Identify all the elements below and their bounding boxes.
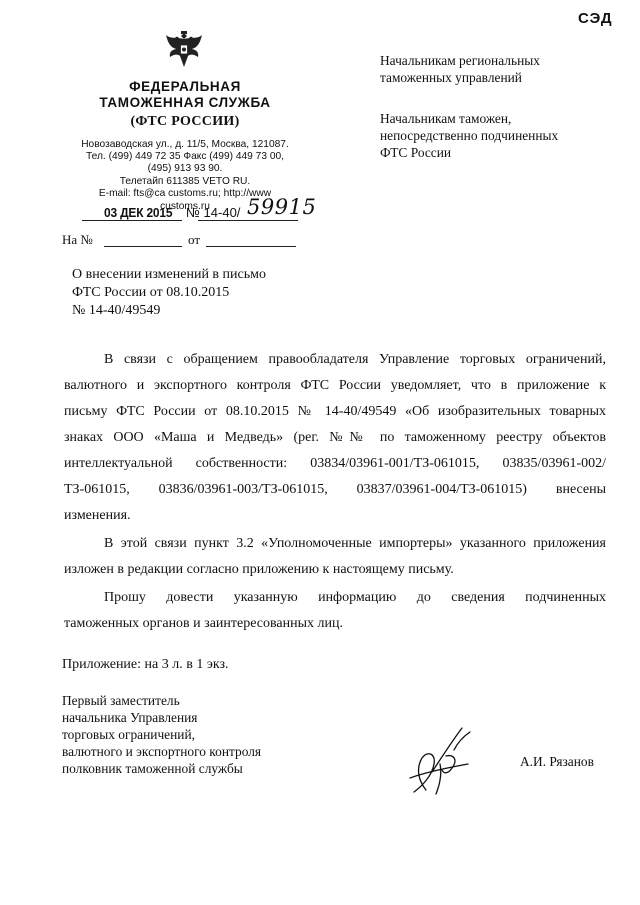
subject-line: ФТС России от 08.10.2015 [72,285,230,300]
subject-line: О внесении изменений в письмо [72,267,266,282]
agency-name-line2: ТАМОЖЕННАЯ СЛУЖБА [99,95,271,110]
addressee-line: Начальникам таможен, [380,111,512,126]
body-line: изложен в редакции согласно приложению к настоящему письму. [64,562,454,577]
reference-number-label: На № [62,232,93,247]
subject-line: № 14-40/49549 [72,303,161,318]
attachment-note: Приложение: на 3 л. в 1 экз. [62,657,229,672]
signatory-title-line: валютного и экспортного контроля [62,744,262,759]
coat-of-arms-icon [162,27,206,71]
body-line: письму ФТС России от 08.10.2015 № 14-40/49549 «Об изобразительных товарных [64,404,606,419]
date-underline [82,220,182,221]
reference-date-line [206,246,296,247]
registration-date-stamp: 03 ДЕК 2015 [104,205,173,220]
body-line: В связи с обращением правообладателя Управление торговых ограничений, [104,352,606,367]
signatory-title-line: начальника Управления [62,710,198,725]
contact-phone-fax: Тел. (499) 449 72 35 Факс (499) 449 73 00, [85,151,285,162]
addressee-line: непосредственно подчиненных [380,128,559,143]
document-system-mark: СЭД [578,10,613,27]
contact-teletype: Телетайп 611385 VETO RU. [119,176,251,187]
body-line: В этой связи пункт 3.2 «Уполномоченные импортеры» указанного приложения [104,536,606,551]
signatory-title-line: Первый заместитель [62,693,180,708]
agency-abbrev: (ФТС РОССИИ) [130,114,240,129]
signatory-title-line: полковник таможенной службы [62,761,243,776]
contact-address: Новозаводская ул., д. 11/5, Москва, 121087. [81,139,289,150]
signatory-title-line: торговых ограничений, [62,727,195,742]
agency-name-line1: ФЕДЕРАЛЬНАЯ [129,79,241,94]
body-line: валютного и экспортного контроля ФТС России уведомляет, что в приложение к [64,378,606,393]
addressee-line: Начальникам региональных [380,53,540,68]
body-line: Прошу довести указанную информацию до сведения подчиненных [104,590,606,605]
body-line: ТЗ-061015, 03836/03961-003/ТЗ-061015, 03837/03961-004/ТЗ-061015) внесены [64,482,606,497]
signatory-name: А.И. Рязанов [520,754,594,769]
handwritten-signature-icon [396,720,486,800]
addressee-line: таможенных управлений [380,70,522,85]
contact-email-web: E-mail: fts@ca customs.ru; http://www customs.ru [98,188,272,212]
contact-phone2: (495) 913 93 90. [147,163,223,174]
body-line: интеллектуальной собственности: 03834/03961-001/ТЗ-061015, 03835/03961-002/ [64,456,606,471]
body-line: таможенных органов и заинтересованных лиц. [64,616,343,631]
registration-number-handwritten: 59915 [247,195,317,219]
reference-number-line [104,246,182,247]
body-line: изменения. [64,508,131,523]
body-line: знаках ООО «Маша и Медведь» (рег. №№ по таможенному реестру объектов [64,430,606,445]
reference-date-label: от [188,232,201,247]
number-underline [198,220,298,221]
registration-number-prefix: № 14-40/ [186,205,241,220]
addressee-line: ФТС России [380,145,452,160]
